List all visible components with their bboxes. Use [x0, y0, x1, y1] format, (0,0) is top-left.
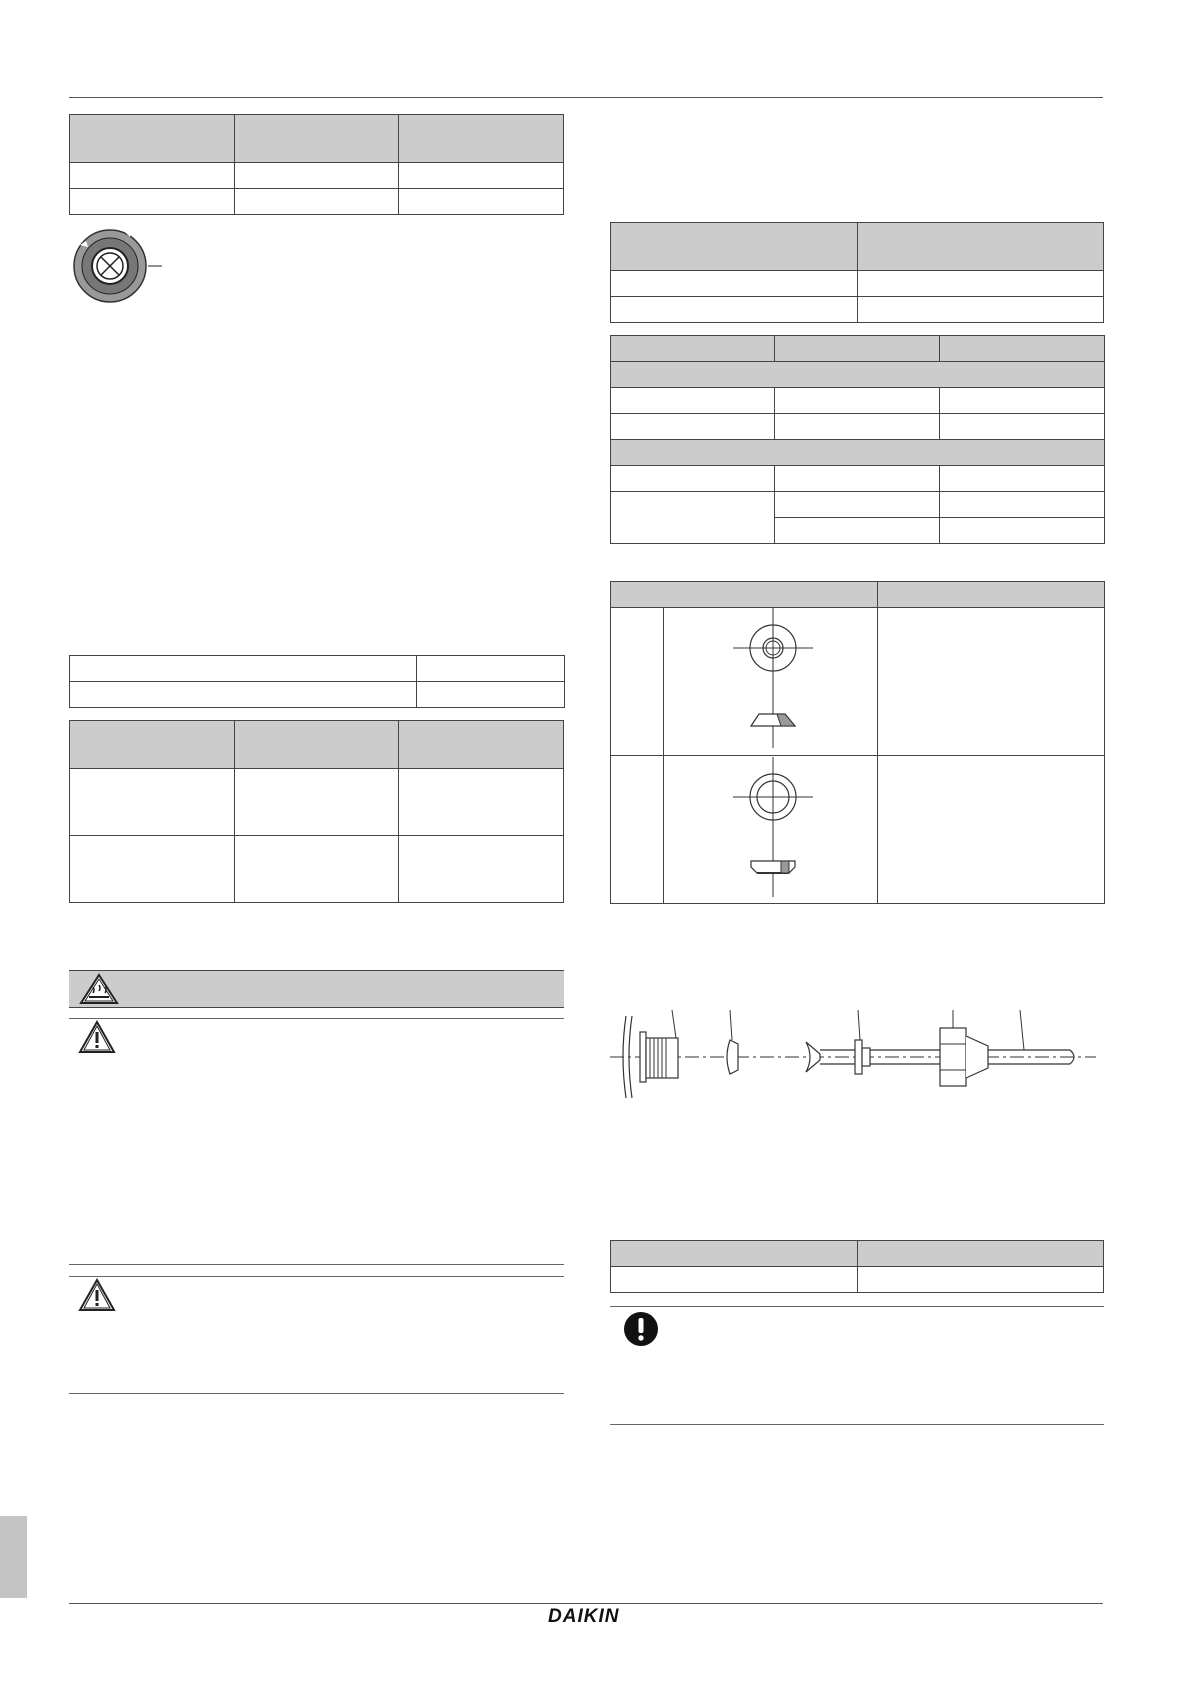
table-top-right: [610, 222, 1104, 323]
side-thumb-tab: [0, 1516, 27, 1598]
caution-bar: [69, 970, 564, 1008]
header-rule: [69, 97, 1103, 98]
footer-rule: [69, 1603, 1103, 1604]
flare-cut-drawing: [725, 608, 821, 748]
table-flare: [610, 581, 1105, 904]
brand-logo: DAIKIN: [548, 1606, 620, 1627]
table-mid-left: [69, 720, 564, 903]
warning-triangle-icon: [78, 1020, 116, 1054]
table-top-left: [69, 114, 564, 215]
warning1-top-rule: [69, 1018, 564, 1019]
warning2-bottom-rule: [69, 1393, 564, 1394]
table-mid-left-small: [69, 655, 565, 708]
pressure-gauge-icon: [72, 225, 164, 307]
notice-bottom-rule: [610, 1424, 1104, 1425]
table-spec-right: [610, 335, 1105, 544]
notice-top-rule: [610, 1306, 1104, 1307]
warning-triangle-icon: [78, 1278, 116, 1312]
warning2-top-rule: [69, 1276, 564, 1277]
table-bottom-right: [610, 1240, 1104, 1293]
flare-shape-drawing: [725, 757, 821, 897]
warning1-bottom-rule: [69, 1264, 564, 1265]
flare-connection-diagram: [610, 1000, 1096, 1100]
hot-surface-warning-icon: [79, 973, 119, 1005]
notice-exclamation-icon: [622, 1310, 660, 1348]
